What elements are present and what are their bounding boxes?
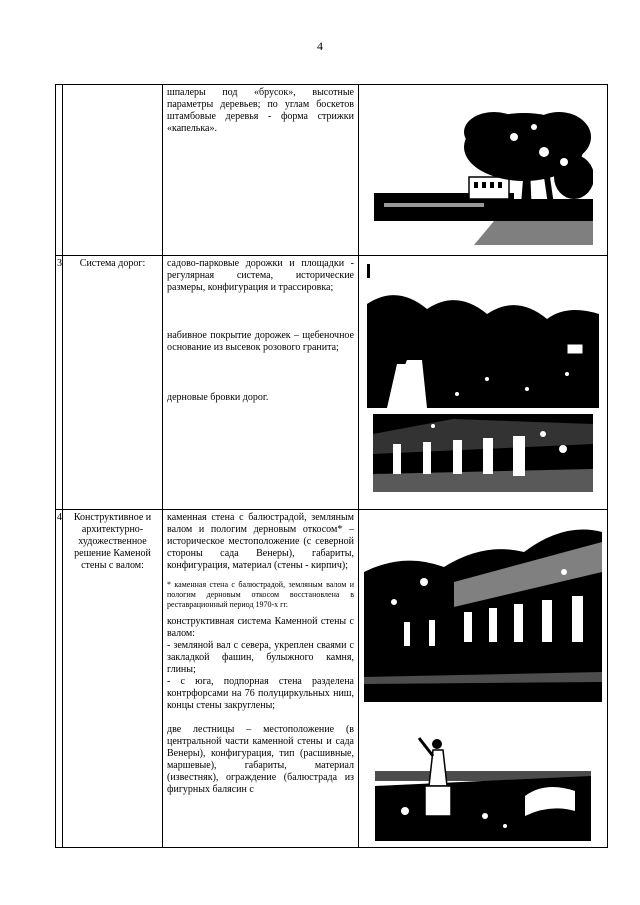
description-text: - земляной вал с севера, укреплен сваями с закладкой фашин, булыжного камня, глины; (167, 640, 354, 675)
description-text: конструктивная система Каменной стены с валом: (167, 616, 354, 639)
description-text: каменная стена с балюстрадой, земляным валом и пологим дерновым откосом* – историческое местоположение (с северной стороны сада Венеры), габариты, конфигурация, материал (стены - кирпич); (167, 512, 354, 571)
photo-cell (359, 510, 608, 848)
photo-cell (359, 256, 608, 510)
description-text: набивное покрытие дорожек – щебеночное основание из высевок розового гранита; (167, 330, 354, 353)
element-name (63, 85, 163, 256)
photo-park-road (367, 264, 599, 408)
element-description (163, 256, 359, 510)
protected-elements-table (55, 84, 608, 848)
description-text: шпалеры под «брусок», высотные параметры деревьев; по углам боскетов штамбовые деревья - форма стрижки «капелька». (167, 87, 354, 134)
page-number: 4 (317, 39, 323, 53)
row-number: 3 (56, 256, 63, 510)
description-text: две лестницы – местоположение (в центральной части каменной стены и сада Венеры), конфигурация, тип (расшивные, маршевые), габариты, материал (известняк), ограждение (балюстрада из фигурных балясин с (167, 724, 354, 795)
photo-tree-palace (374, 107, 593, 245)
table-row (56, 85, 608, 256)
table-row (56, 256, 608, 510)
description-text: садово-парковые дорожки и площадки - регулярная система, исторические размеры, конфигурация и трассировка; (167, 258, 354, 293)
row-number (56, 85, 63, 256)
description-text: - с юга, подпорная стена разделена контрфорсами на 76 полуциркульных ниш, концы стены закруглены; (167, 676, 354, 711)
photo-cell (359, 85, 608, 256)
row-number: 4 (56, 510, 63, 848)
photo-colonnade (373, 414, 593, 492)
description-text: дерновые бровки дорог. (167, 392, 269, 403)
photo-statue-stairs (375, 716, 591, 841)
table-row (56, 510, 608, 848)
element-description (163, 510, 359, 848)
footnote: * каменная стена с балюстрадой, земляным валом и пологим дерновым откосом восстановлена в реставрационный период 1970-х гг. (167, 580, 354, 609)
photo-stone-wall (364, 512, 602, 702)
element-description (163, 85, 359, 256)
element-name: Система дорог: (63, 256, 163, 510)
element-name: Конструктивное и архитектурно-художественное решение Каменой стены с валом: (63, 510, 163, 848)
